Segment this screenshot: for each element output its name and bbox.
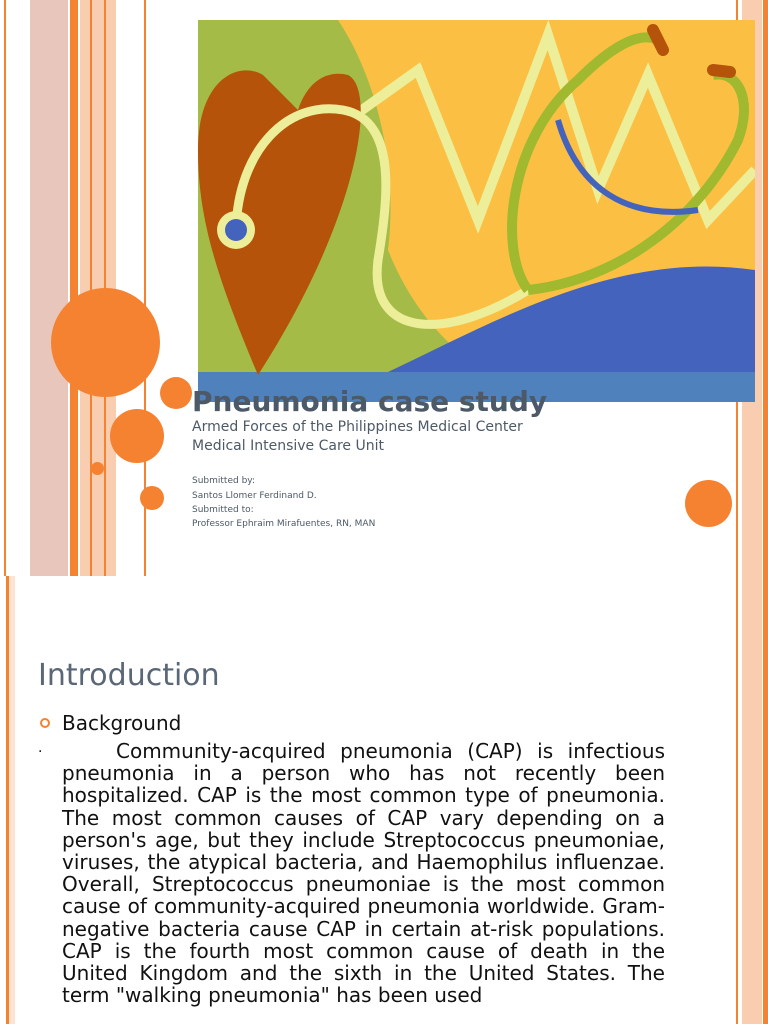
- slide-title: Pneumonia case study: [192, 385, 548, 418]
- stethoscope-heart-illustration: [198, 20, 755, 402]
- orange-circle: [140, 486, 164, 510]
- left-stripe-pink: [30, 0, 68, 576]
- left-edge-line: [4, 0, 6, 576]
- left-stripe-thin: [90, 0, 92, 576]
- subtitle-line-1: Armed Forces of the Philippines Medical Center: [192, 419, 523, 435]
- submitted-by-name: Santos Llomer Ferdinand D.: [192, 491, 317, 501]
- small-orange-circle: [91, 462, 104, 475]
- right-stripe-orange: [763, 0, 768, 576]
- right-stripe-line: [736, 576, 738, 1024]
- sub-bullet-dot: ·: [38, 744, 43, 760]
- orange-circle: [110, 409, 164, 463]
- submitted-to-label: Submitted to:: [192, 505, 254, 515]
- bullet-ring-icon: [40, 718, 50, 728]
- submitted-by-label: Submitted by:: [192, 476, 255, 486]
- stethoscope-tip-right: [713, 70, 730, 72]
- large-orange-circle: [51, 288, 160, 397]
- right-orange-circle: [685, 480, 732, 527]
- introduction-slide: [0, 576, 768, 1024]
- orange-circle: [160, 377, 192, 409]
- right-stripe-orange: [763, 576, 768, 1024]
- left-edge-peach: [9, 576, 15, 1024]
- left-stripe-orange: [70, 0, 78, 576]
- subtitle-line-2: Medical Intensive Care Unit: [192, 438, 384, 454]
- bullet-background: Background: [62, 711, 182, 735]
- stethoscope-chestpiece-core: [225, 219, 247, 241]
- right-stripe-peach: [742, 576, 762, 1024]
- section-heading: Introduction: [38, 658, 220, 693]
- introduction-paragraph: Community-acquired pneumonia (CAP) is infectious pneumonia in a person who has not recently been hospitalized. CAP is the most common type of pneumonia. The most common causes of CAP vary depending on a person's age, but they include Streptococcus pneumoniae, viruses, the atypical bacteria, and Haemophilus influenzae. Overall, Streptococcus pneumoniae is the most common cause of community-acquired pneumonia worldwide. Gram-negative bacteria cause CAP in certain at-risk populations. CAP is the fourth most common cause of death in the United Kingdom and the sixth in the United States. The term "walking pneumonia" has been used: [62, 739, 665, 1008]
- submitted-to-name: Professor Ephraim Mirafuentes, RN, MAN: [192, 519, 376, 529]
